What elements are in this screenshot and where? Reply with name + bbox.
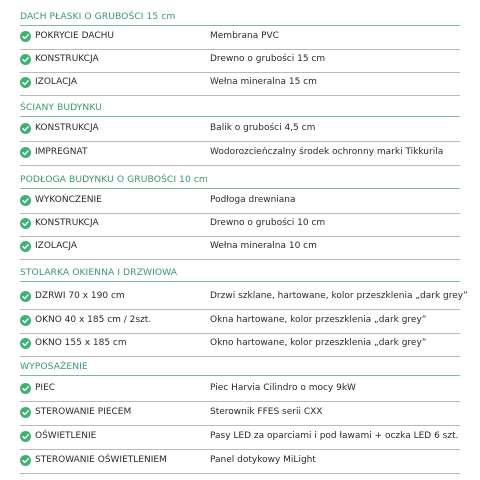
section-title: STOLARKA OKIENNA I DRZWIOWA xyxy=(20,267,178,278)
section-header xyxy=(20,171,460,189)
row-label: OKNO 155 x 185 cm xyxy=(35,338,127,348)
row-value: Panel dotykowy MiLight xyxy=(210,455,316,465)
list-item xyxy=(20,192,460,214)
list-item xyxy=(20,428,460,450)
check-circle-icon xyxy=(20,315,31,326)
list-item xyxy=(20,51,460,73)
row-label: KONSTRUKCJA xyxy=(35,54,99,64)
row-label: POKRYCIE DACHU xyxy=(35,31,114,41)
section-title: ŚCIANY BUDYNKU xyxy=(20,102,102,113)
list-item xyxy=(20,28,460,50)
section-title: WYPOSAŻENIE xyxy=(20,361,88,372)
row-value: Drzwi szklane, hartowane, kolor przeszklenia „dark grey” xyxy=(210,291,468,301)
check-circle-icon xyxy=(20,123,31,134)
list-item xyxy=(20,238,460,260)
row-label: KONSTRUKCJA xyxy=(35,218,99,228)
row-value: Okna hartowane, kolor przeszklenia „dark grey” xyxy=(210,315,427,325)
row-value: Wodorozcieńczalny środek ochronny marki Tikkurila xyxy=(210,147,444,157)
row-label: PIEC xyxy=(35,383,56,393)
list-item xyxy=(20,335,460,357)
list-item xyxy=(20,120,460,142)
check-circle-icon xyxy=(20,291,31,302)
list-item xyxy=(20,404,460,426)
section-title: DACH PŁASKI O GRUBOŚCI 15 cm xyxy=(20,11,176,22)
check-circle-icon xyxy=(20,431,31,442)
row-value: Wełna mineralna 15 cm xyxy=(210,77,317,87)
list-item xyxy=(20,312,460,334)
check-circle-icon xyxy=(20,195,31,206)
row-label: WYKOŃCZENIE xyxy=(35,195,102,205)
check-circle-icon xyxy=(20,218,31,229)
row-label: IZOLACJA xyxy=(35,77,78,87)
row-value: Drewno o grubości 15 cm xyxy=(210,54,326,64)
section-title: PODŁOGA BUDYNKU O GRUBOŚCI 10 cm xyxy=(20,174,208,185)
row-value: Balik o grubości 4,5 cm xyxy=(210,123,316,133)
list-item xyxy=(20,452,460,474)
row-label: STEROWANIE OŚWIETLENIEM xyxy=(35,455,167,465)
check-circle-icon xyxy=(20,31,31,42)
check-circle-icon xyxy=(20,383,31,394)
row-label: IMPREGNAT xyxy=(35,147,88,157)
row-value: Membrana PVC xyxy=(210,31,279,41)
check-circle-icon xyxy=(20,147,31,158)
row-label: DZRWI 70 x 190 cm xyxy=(35,291,125,301)
row-label: OŚWIETLENIE xyxy=(35,431,97,441)
list-item xyxy=(20,74,460,96)
row-value: Okno hartowane, kolor przeszklenia „dark grey” xyxy=(210,338,427,348)
row-value: Podłoga drewniana xyxy=(210,195,296,205)
section-header xyxy=(20,99,460,117)
row-value: Piec Harvia Cilindro o mocy 9kW xyxy=(210,383,356,393)
row-label: KONSTRUKCJA xyxy=(35,123,99,133)
list-item xyxy=(20,144,460,166)
row-label: STEROWANIE PIECEM xyxy=(35,407,132,417)
check-circle-icon xyxy=(20,77,31,88)
check-circle-icon xyxy=(20,455,31,466)
row-label: OKNO 40 x 185 cm / 2szt. xyxy=(35,315,152,325)
section-header xyxy=(20,264,460,282)
row-value: Pasy LED za oparciami i pod ławami + oczka LED 6 szt. xyxy=(210,431,459,441)
section-header xyxy=(20,8,460,26)
check-circle-icon xyxy=(20,338,31,349)
row-value: Drewno o grubości 10 cm xyxy=(210,218,326,228)
check-circle-icon xyxy=(20,54,31,65)
check-circle-icon xyxy=(20,241,31,252)
list-item xyxy=(20,380,460,402)
section-header xyxy=(20,358,460,376)
check-circle-icon xyxy=(20,407,31,418)
list-item xyxy=(20,288,468,310)
row-value: Wełna mineralna 10 cm xyxy=(210,241,317,251)
row-label: IZOLACJA xyxy=(35,241,78,251)
list-item xyxy=(20,215,460,237)
row-value: Sterownik FFES serii CXX xyxy=(210,407,323,417)
